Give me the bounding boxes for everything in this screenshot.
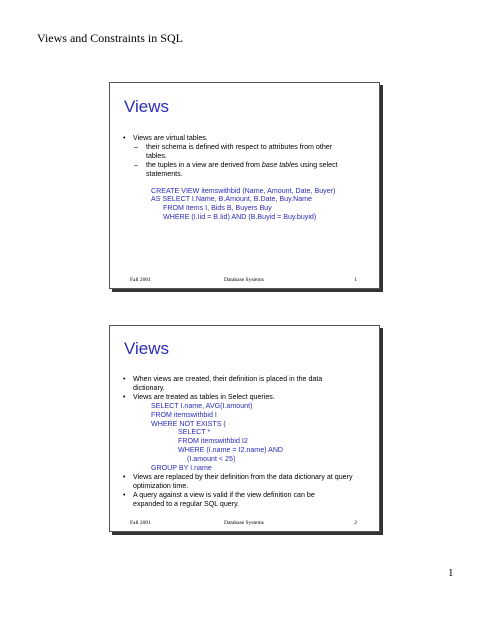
code-line: FROM itemswithbid I xyxy=(151,410,217,419)
sub-bullet-text: their schema is defined with respect to attributes from other tables. xyxy=(146,142,333,160)
bullet-item xyxy=(123,491,345,509)
slide-title: Views xyxy=(124,339,170,358)
code-line: (I.amount < 25) xyxy=(187,455,236,464)
bullet-item xyxy=(123,473,355,491)
sub-bullet-emphasis: base tables xyxy=(261,160,299,169)
code-line: FROM Items I, Bids B, Buyers Buy xyxy=(163,204,272,213)
slide-title: Views xyxy=(124,97,170,116)
code-line: WHERE (I.Iid = B.Iid) AND (B.Buyid = Buy.buyid) xyxy=(163,213,317,222)
sql-code-block xyxy=(123,187,369,223)
code-line: SELECT I.name, AVG(I.amount) xyxy=(151,401,253,410)
bullet-text: Views are treated as tables in Select queries. xyxy=(133,392,275,401)
bullet-text: Views are virtual tables. xyxy=(133,134,208,142)
footer-course: Database Systems xyxy=(224,277,264,283)
sub-bullet-item xyxy=(123,143,351,161)
sub-bullet-text-end: using select statements. xyxy=(146,160,338,178)
slide-body xyxy=(123,375,369,509)
sub-bullet-text-start: the tuples in a view are derived from xyxy=(146,160,262,169)
slide-number: 2 xyxy=(354,520,357,526)
slide-number: 1 xyxy=(354,277,357,283)
footer-date: Fall 2001 xyxy=(130,277,151,283)
code-line: FROM itemswithbid I2 xyxy=(178,437,248,446)
page-number: 1 xyxy=(448,567,454,579)
bullet-text: When views are created, their definition is placed in the data dictionary. xyxy=(133,375,323,392)
code-line: CREATE VIEW itemswithbid (Name, Amount, Date, Buyer) xyxy=(151,186,336,195)
slide-body xyxy=(123,134,369,222)
code-line: WHERE NOT EXISTS ( xyxy=(151,419,226,428)
code-line: AS SELECT I.Name, B.Amount, B.Date, Buy.Name xyxy=(151,195,312,204)
bullet-text: Views are replaced by their definition from the data dictionary at query optimization time. xyxy=(133,472,353,490)
bullet-text: A query against a view is valid if the view definition can be expanded to a regular SQL query. xyxy=(133,490,315,508)
bullet-item xyxy=(123,134,369,143)
slide-1 xyxy=(109,82,380,289)
footer-course: Database Systems xyxy=(224,520,264,526)
footer-date: Fall 2001 xyxy=(130,520,151,526)
slide-2 xyxy=(109,325,380,532)
bullet-item xyxy=(123,393,369,402)
code-line: WHERE (I.name = I2.name) AND xyxy=(178,446,284,455)
code-line: GROUP BY I.name xyxy=(151,464,212,473)
sql-code-block xyxy=(123,402,369,473)
bullet-item xyxy=(123,375,353,393)
sub-bullet-item xyxy=(123,161,356,179)
code-line: SELECT * xyxy=(178,428,211,437)
document-header: Views and Constraints in SQL xyxy=(37,31,183,45)
